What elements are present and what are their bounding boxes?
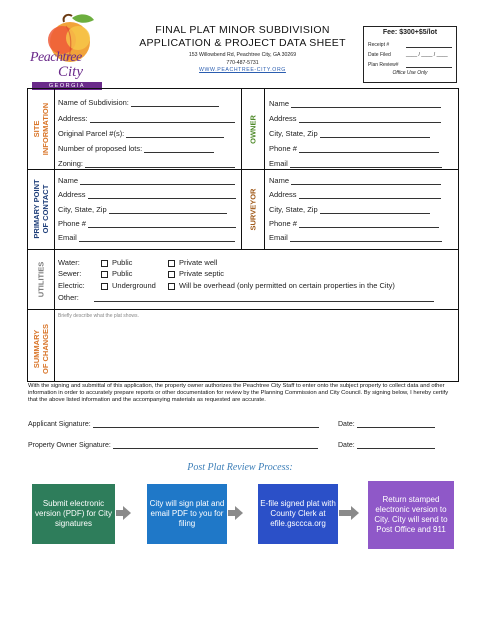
page-title xyxy=(130,24,355,50)
sewer-public-option[interactable]: Public xyxy=(101,269,132,278)
contact-name-field[interactable]: Name xyxy=(58,176,235,185)
divider-row-1 xyxy=(28,169,458,170)
owner-label: OWNER xyxy=(248,115,258,144)
application-form xyxy=(27,88,459,382)
electric-overhead-option[interactable]: Will be overhead (only permitted on certain properties in the City) xyxy=(168,281,395,290)
process-step-4: Return stamped electronic version to City. City will send to Post Office and 911 xyxy=(368,481,454,549)
proposed-lots-field[interactable]: Number of proposed lots: xyxy=(58,144,214,153)
sewer-label: Sewer: xyxy=(58,269,82,278)
other-utility-field[interactable]: Other: xyxy=(58,293,434,302)
owner-phone-field[interactable]: Phone # xyxy=(269,144,439,153)
water-public-checkbox[interactable] xyxy=(101,260,108,267)
receipt-field[interactable] xyxy=(406,40,452,48)
process-arrow-2-stem xyxy=(228,510,235,516)
office-use-box xyxy=(363,26,457,83)
divider-row-3 xyxy=(28,309,458,310)
process-arrow-2 xyxy=(235,506,243,520)
private-well-checkbox[interactable] xyxy=(168,260,175,267)
sewer-private-septic-option[interactable]: Private septic xyxy=(168,269,224,278)
plan-review-row xyxy=(364,60,456,70)
date-filed-row xyxy=(364,50,456,60)
address-text: 153 Willowbend Rd, Peachtree City, GA 30269 xyxy=(188,52,297,58)
contact-email-field[interactable]: Email xyxy=(58,233,235,242)
office-use-note: Office Use Only xyxy=(392,70,428,76)
process-arrow-1-stem xyxy=(116,510,123,516)
city-logo xyxy=(28,12,112,92)
divider-row-2 xyxy=(28,249,458,250)
phone-text: 770-487-5731 xyxy=(226,59,259,66)
logo-line-1: Peachtree xyxy=(30,50,82,65)
receipt-label: Receipt # xyxy=(368,42,390,48)
utilities-label: UTILITIES xyxy=(36,261,46,298)
zoning-field[interactable]: Zoning: xyxy=(58,159,235,168)
date-filed-field[interactable]: ____ / ____ / ____ xyxy=(406,52,448,58)
surveyor-phone-field[interactable]: Phone # xyxy=(269,219,439,228)
process-arrow-3 xyxy=(351,506,359,520)
surveyor-label: SURVEYOR xyxy=(248,188,258,231)
owner-address-field[interactable]: Address xyxy=(269,114,441,123)
date-filed-label: Date Filed xyxy=(368,52,391,58)
overhead-checkbox[interactable] xyxy=(168,283,175,290)
underground-checkbox[interactable] xyxy=(101,283,108,290)
process-title: Post Plat Review Process: xyxy=(187,462,293,473)
contact-label: PRIMARY POINT OF CONTACT xyxy=(32,179,50,239)
label-column-divider xyxy=(54,89,55,381)
middle-divider xyxy=(241,89,242,249)
applicant-signature-field[interactable]: Applicant Signature: xyxy=(28,420,319,428)
consent-statement: With the signing and submittal of this application, the property owner authorizes the Peachtree City Staff to enter onto the subject property to collect data and other information in order to accurately prepare reports or other documentation for review by the Planning Commission and City Council. By signing below, I hereby certify that the above listed information and the accompanying materials as requested are accurate. xyxy=(28,383,449,403)
process-step-2: City will sign plat and email PDF to you for filing xyxy=(147,484,227,544)
water-public-option[interactable]: Public xyxy=(101,258,132,267)
sewer-public-checkbox[interactable] xyxy=(101,271,108,278)
website-link[interactable]: WWW.PEACHTREE-CITY.ORG xyxy=(199,67,286,73)
electric-underground-option[interactable]: Underground xyxy=(101,281,156,290)
surveyor-name-field[interactable]: Name xyxy=(269,176,441,185)
owner-city-field[interactable]: City, State, Zip xyxy=(269,129,430,138)
process-step-3: E-file signed plat with County Clerk at efile.gsccca.org xyxy=(258,484,338,544)
title-line-2: APPLICATION & PROJECT DATA SHEET xyxy=(139,37,346,49)
water-private-well-option[interactable]: Private well xyxy=(168,258,217,267)
summary-hint: Briefly describe what the plat shows. xyxy=(58,313,139,319)
receipt-row xyxy=(364,40,456,50)
contact-phone-field[interactable]: Phone # xyxy=(58,219,236,228)
title-line-1: FINAL PLAT MINOR SUBDIVISION xyxy=(155,24,330,36)
original-parcel-field[interactable]: Original Parcel #(s): xyxy=(58,129,224,138)
site-address-field[interactable]: Address: xyxy=(58,114,235,123)
subdivision-field[interactable]: Name of Subdivision: xyxy=(58,98,219,107)
right-label-divider xyxy=(264,89,265,249)
surveyor-address-field[interactable]: Address xyxy=(269,190,441,199)
header-contact xyxy=(130,52,355,75)
plan-review-field[interactable] xyxy=(406,60,452,68)
contact-city-field[interactable]: City, State, Zip xyxy=(58,205,227,214)
logo-line-2: City xyxy=(58,64,83,80)
water-label: Water: xyxy=(58,258,80,267)
contact-address-field[interactable]: Address xyxy=(58,190,236,199)
owner-signature-field[interactable]: Property Owner Signature: xyxy=(28,441,318,449)
plan-review-label: Plan Review# xyxy=(368,62,399,68)
summary-label: SUMMARY OF CHANGES xyxy=(32,324,50,375)
surveyor-email-field[interactable]: Email xyxy=(269,233,442,242)
owner-email-field[interactable]: Email xyxy=(269,159,442,168)
fee-text: Fee: $300+$5/lot xyxy=(382,29,438,36)
summary-textarea[interactable] xyxy=(56,311,456,379)
process-arrow-3-stem xyxy=(339,510,351,516)
owner-name-field[interactable]: Name xyxy=(269,99,441,108)
logo-line-3: GEORGIA xyxy=(48,83,86,89)
electric-label: Electric: xyxy=(58,281,85,290)
process-step-1: Submit electronic version (PDF) for City signatures xyxy=(32,484,115,544)
owner-date-field[interactable]: Date: xyxy=(338,441,435,449)
surveyor-city-field[interactable]: City, State, Zip xyxy=(269,205,430,214)
private-septic-checkbox[interactable] xyxy=(168,271,175,278)
site-info-label: SITE INFORMATION xyxy=(32,102,50,156)
process-arrow-1 xyxy=(123,506,131,520)
applicant-date-field[interactable]: Date: xyxy=(338,420,435,428)
